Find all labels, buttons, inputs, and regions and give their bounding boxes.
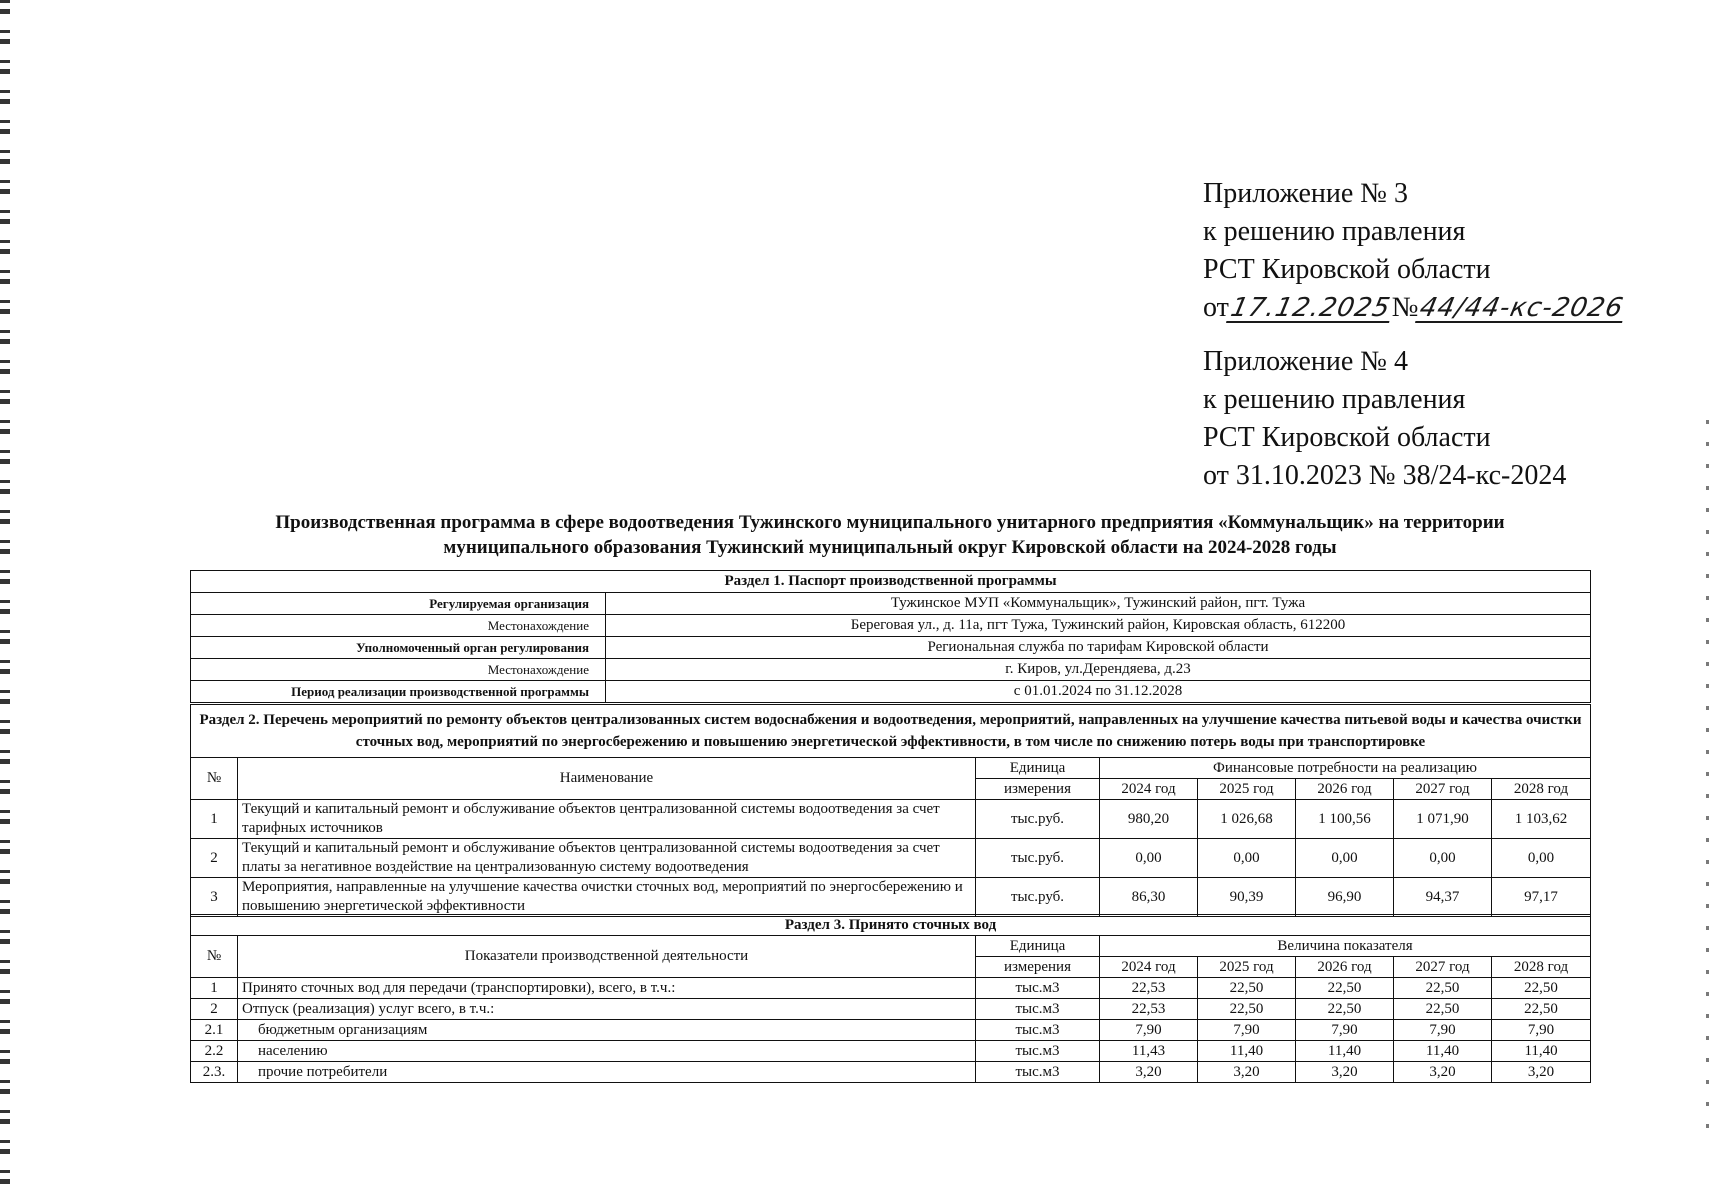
row-unit: тыс.руб.	[976, 839, 1100, 878]
col-name-header: Наименование	[238, 758, 976, 800]
appendix-3-line2: к решению правления	[1203, 216, 1466, 247]
row-value: 11,40	[1394, 1041, 1492, 1062]
appendix-3-from-prefix: от	[1203, 292, 1229, 323]
row-unit: тыс.руб.	[976, 800, 1100, 839]
row-value: 22,50	[1492, 978, 1591, 999]
row-number: 2	[191, 839, 238, 878]
col-unit-header: Единица	[976, 936, 1100, 957]
row-unit: тыс.м3	[976, 1020, 1100, 1041]
row-value: 11,43	[1100, 1041, 1198, 1062]
row-value: 980,20	[1100, 800, 1198, 839]
col-unit-header: Единица	[976, 758, 1100, 779]
table-row	[191, 1041, 1591, 1062]
row-value: 22,50	[1198, 978, 1296, 999]
passport-label: Уполномоченный орган регулирования	[191, 637, 606, 659]
row-value: 7,90	[1198, 1020, 1296, 1041]
year-header: 2027 год	[1394, 779, 1492, 800]
row-value: 7,90	[1296, 1020, 1394, 1041]
appendix-4-line3: РСТ Кировской области	[1203, 422, 1491, 453]
appendix-3-number-sign: №	[1391, 292, 1419, 323]
table-row	[191, 878, 1591, 917]
row-value: 0,00	[1296, 839, 1394, 878]
row-number: 2.1	[191, 1020, 238, 1041]
passport-value: г. Киров, ул.Дерендяева, д.23	[606, 659, 1591, 681]
wastewater-table	[190, 914, 1591, 1083]
row-name: Отпуск (реализация) услуг всего, в т.ч.:	[238, 999, 976, 1020]
row-value: 3,20	[1492, 1062, 1591, 1083]
row-value: 1 026,68	[1198, 800, 1296, 839]
section1-heading: Раздел 1. Паспорт производственной программы	[191, 571, 1591, 593]
row-name: бюджетным организациям	[238, 1020, 976, 1041]
col-group-header: Финансовые потребности на реализацию	[1100, 758, 1591, 779]
appendix-4-line1: Приложение № 4	[1203, 346, 1408, 377]
row-name: Мероприятия, направленные на улучшение качества очистки сточных вод, мероприятий по энергосбережению и повышению энергетической эффективности	[238, 878, 976, 917]
row-value: 7,90	[1492, 1020, 1591, 1041]
year-header: 2024 год	[1100, 779, 1198, 800]
passport-row	[191, 593, 1591, 615]
passport-table	[190, 570, 1591, 703]
document-title	[190, 510, 1590, 560]
document-title-line2: муниципального образования Тужинский муниципальный округ Кировской области на 2024-2028 годы	[443, 537, 1337, 558]
passport-label: Местонахождение	[191, 659, 606, 681]
appendix-4-line4: от 31.10.2023 № 38/24-кс-2024	[1203, 460, 1567, 491]
row-value: 86,30	[1100, 878, 1198, 917]
row-unit: тыс.м3	[976, 978, 1100, 999]
passport-label: Местонахождение	[191, 615, 606, 637]
row-value: 94,37	[1394, 878, 1492, 917]
row-value: 90,39	[1198, 878, 1296, 917]
passport-value: Региональная служба по тарифам Кировской области	[606, 637, 1591, 659]
row-value: 7,90	[1394, 1020, 1492, 1041]
year-header: 2025 год	[1198, 779, 1296, 800]
row-value: 22,53	[1100, 999, 1198, 1020]
row-value: 11,40	[1492, 1041, 1591, 1062]
year-header: 2025 год	[1198, 957, 1296, 978]
row-value: 22,53	[1100, 978, 1198, 999]
table-row	[191, 999, 1591, 1020]
section2-heading: Раздел 2. Перечень мероприятий по ремонту объектов централизованных систем водоснабжения и водоотведения, мероприятий, направленных на улучшение качества питьевой воды и качества очистки сточных вод, мероприятий по энергосбережению и повышению энергетической эффективности, в том числе по снижению потерь воды при транспортировке	[191, 705, 1591, 758]
row-number: 2.2	[191, 1041, 238, 1062]
col-num-header: №	[191, 758, 238, 800]
passport-label: Регулируемая организация	[191, 593, 606, 615]
row-name: Принято сточных вод для передачи (транспортировки), всего, в т.ч.:	[238, 978, 976, 999]
measures-table	[190, 704, 1591, 917]
year-header: 2028 год	[1492, 779, 1591, 800]
table-row	[191, 800, 1591, 839]
appendix-3-line1: Приложение № 3	[1203, 178, 1408, 209]
row-value: 22,50	[1296, 999, 1394, 1020]
year-header: 2026 год	[1296, 957, 1394, 978]
row-number: 1	[191, 800, 238, 839]
col-num-header: №	[191, 936, 238, 978]
table-row	[191, 1020, 1591, 1041]
passport-row	[191, 615, 1591, 637]
row-value: 0,00	[1394, 839, 1492, 878]
row-value: 1 103,62	[1492, 800, 1591, 839]
row-value: 7,90	[1100, 1020, 1198, 1041]
document-title-line1: Производственная программа в сфере водоотведения Тужинского муниципального унитарного предприятия «Коммунальщик» на территории	[275, 512, 1505, 533]
row-name: Текущий и капитальный ремонт и обслуживание объектов централизованной системы водоотведения за счет платы за негативное воздействие на централизованную систему водоотведения	[238, 839, 976, 878]
table-row	[191, 839, 1591, 878]
appendix-4-line2: к решению правления	[1203, 384, 1466, 415]
row-value: 96,90	[1296, 878, 1394, 917]
year-header: 2027 год	[1394, 957, 1492, 978]
row-unit: тыс.м3	[976, 999, 1100, 1020]
year-header: 2024 год	[1100, 957, 1198, 978]
row-value: 22,50	[1394, 999, 1492, 1020]
row-value: 0,00	[1198, 839, 1296, 878]
section3-heading: Раздел 3. Принято сточных вод	[191, 915, 1591, 936]
row-unit: тыс.м3	[976, 1041, 1100, 1062]
row-value: 3,20	[1394, 1062, 1492, 1083]
handwritten-date: 17.12.2025	[1227, 293, 1394, 323]
appendix-3-block	[1203, 175, 1625, 327]
row-value: 0,00	[1100, 839, 1198, 878]
row-value: 22,50	[1198, 999, 1296, 1020]
handwritten-number: 44/44-кс-2026	[1417, 293, 1627, 323]
scan-edge-marks	[0, 0, 10, 1200]
passport-row	[191, 637, 1591, 659]
passport-value: Тужинское МУП «Коммунальщик», Тужинский район, пгт. Тужа	[606, 593, 1591, 615]
row-unit: тыс.руб.	[976, 878, 1100, 917]
row-value: 11,40	[1198, 1041, 1296, 1062]
appendix-3-line4	[1203, 289, 1625, 327]
passport-value: Береговая ул., д. 11а, пгт Тужа, Тужинский район, Кировская область, 612200	[606, 615, 1591, 637]
row-name: Текущий и капитальный ремонт и обслуживание объектов централизованной системы водоотведения за счет тарифных источников	[238, 800, 976, 839]
row-name: населению	[238, 1041, 976, 1062]
row-number: 1	[191, 978, 238, 999]
passport-row	[191, 659, 1591, 681]
col-name-header: Показатели производственной деятельности	[238, 936, 976, 978]
row-value: 22,50	[1394, 978, 1492, 999]
row-value: 3,20	[1198, 1062, 1296, 1083]
scan-edge-marks-right	[1706, 420, 1709, 1140]
table-row	[191, 1062, 1591, 1083]
appendix-4-block	[1203, 343, 1566, 495]
appendix-3-line3: РСТ Кировской области	[1203, 254, 1491, 285]
row-number: 3	[191, 878, 238, 917]
col-unit-header-2: измерения	[976, 779, 1100, 800]
row-name: прочие потребители	[238, 1062, 976, 1083]
row-value: 11,40	[1296, 1041, 1394, 1062]
row-value: 22,50	[1296, 978, 1394, 999]
year-header: 2026 год	[1296, 779, 1394, 800]
row-value: 3,20	[1296, 1062, 1394, 1083]
passport-value: с 01.01.2024 по 31.12.2028	[606, 681, 1591, 703]
row-value: 0,00	[1492, 839, 1591, 878]
row-unit: тыс.м3	[976, 1062, 1100, 1083]
row-value: 97,17	[1492, 878, 1591, 917]
table-row	[191, 978, 1591, 999]
year-header: 2028 год	[1492, 957, 1591, 978]
row-value: 1 100,56	[1296, 800, 1394, 839]
passport-row	[191, 681, 1591, 703]
row-number: 2.3.	[191, 1062, 238, 1083]
row-value: 3,20	[1100, 1062, 1198, 1083]
row-value: 1 071,90	[1394, 800, 1492, 839]
col-group-header: Величина показателя	[1100, 936, 1591, 957]
passport-label: Период реализации производственной программы	[191, 681, 606, 703]
col-unit-header-2: измерения	[976, 957, 1100, 978]
row-value: 22,50	[1492, 999, 1591, 1020]
row-number: 2	[191, 999, 238, 1020]
